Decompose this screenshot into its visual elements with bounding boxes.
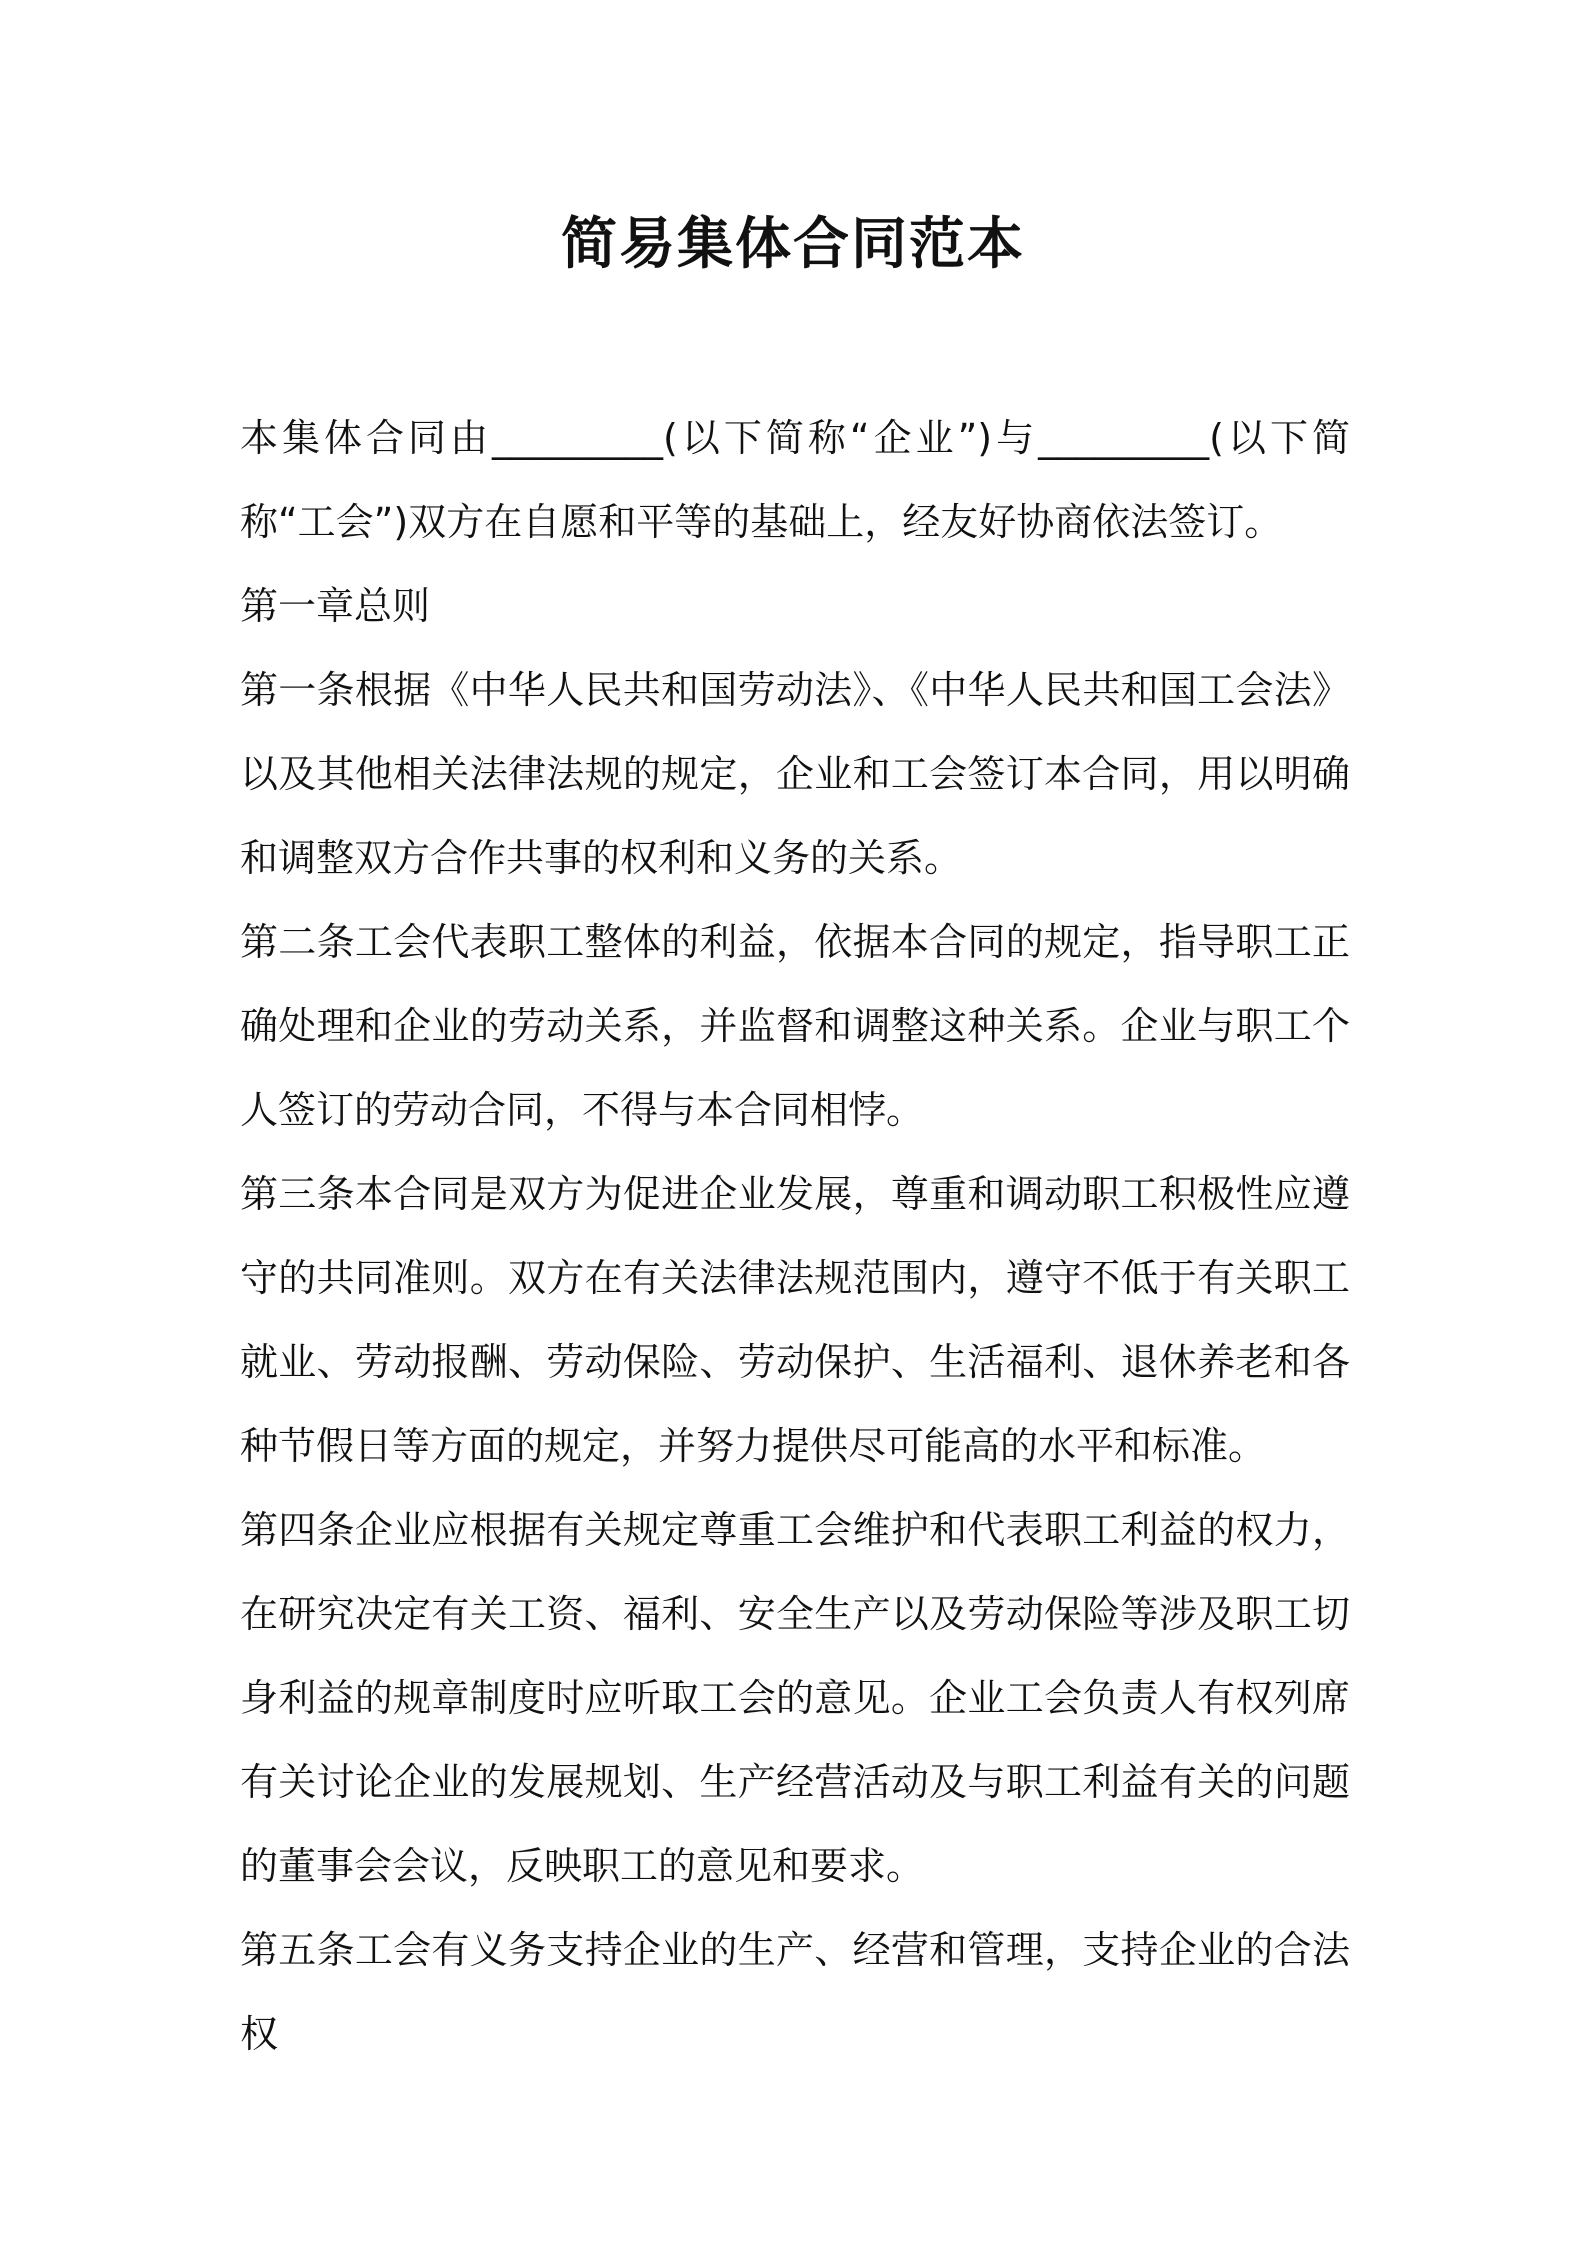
chapter-heading: 第一章总则: [240, 584, 431, 628]
paragraph-article-4: 第四条企业应根据有关规定尊重工会维护和代表职工利益的权力，在研究决定有关工资、福利、安全生产以及劳动保险等涉及职工切身利益的规章制度时应听取工会的意见。企业工会负责人有权列席有关讨论企业的发展规划、生产经营活动及与职工利益有关的问题的董事会会议，反映职工的意见和要求。: [240, 1508, 1350, 1888]
paragraph-article-2: 第二条工会代表职工整体的利益，依据本合同的规定，指导职工正确处理和企业的劳动关系，并监督和调整这种关系。企业与职工个人签订的劳动合同，不得与本合同相悖。: [240, 920, 1350, 1132]
paragraph-article-5: 第五条工会有义务支持企业的生产、经营和管理，支持企业的合法权: [240, 1928, 1350, 2056]
document-title: 简易集体合同范本: [561, 212, 1025, 277]
paragraph-article-3: 第三条本合同是双方为促进企业发展，尊重和调动职工积极性应遵守的共同准则。双方在有关法律法规范围内，遵守不低于有关职工就业、劳动报酬、劳动保险、劳动保护、生活福利、退休养老和各种节假日等方面的规定，并努力提供尽可能高的水平和标准。: [240, 1172, 1350, 1468]
paragraph-article-1: 第一条根据《中华人民共和国劳动法》、《中华人民共和国工会法》以及其他相关法律法规的规定，企业和工会签订本合同，用以明确和调整双方合作共事的权利和义务的关系。: [240, 668, 1350, 880]
document-body: [240, 396, 1350, 2076]
paragraph-preamble: 本集体合同由_________(以下简称“企业”)与_________(以下简称“工会”)双方在自愿和平等的基础上，经友好协商依法签订。: [240, 416, 1350, 544]
